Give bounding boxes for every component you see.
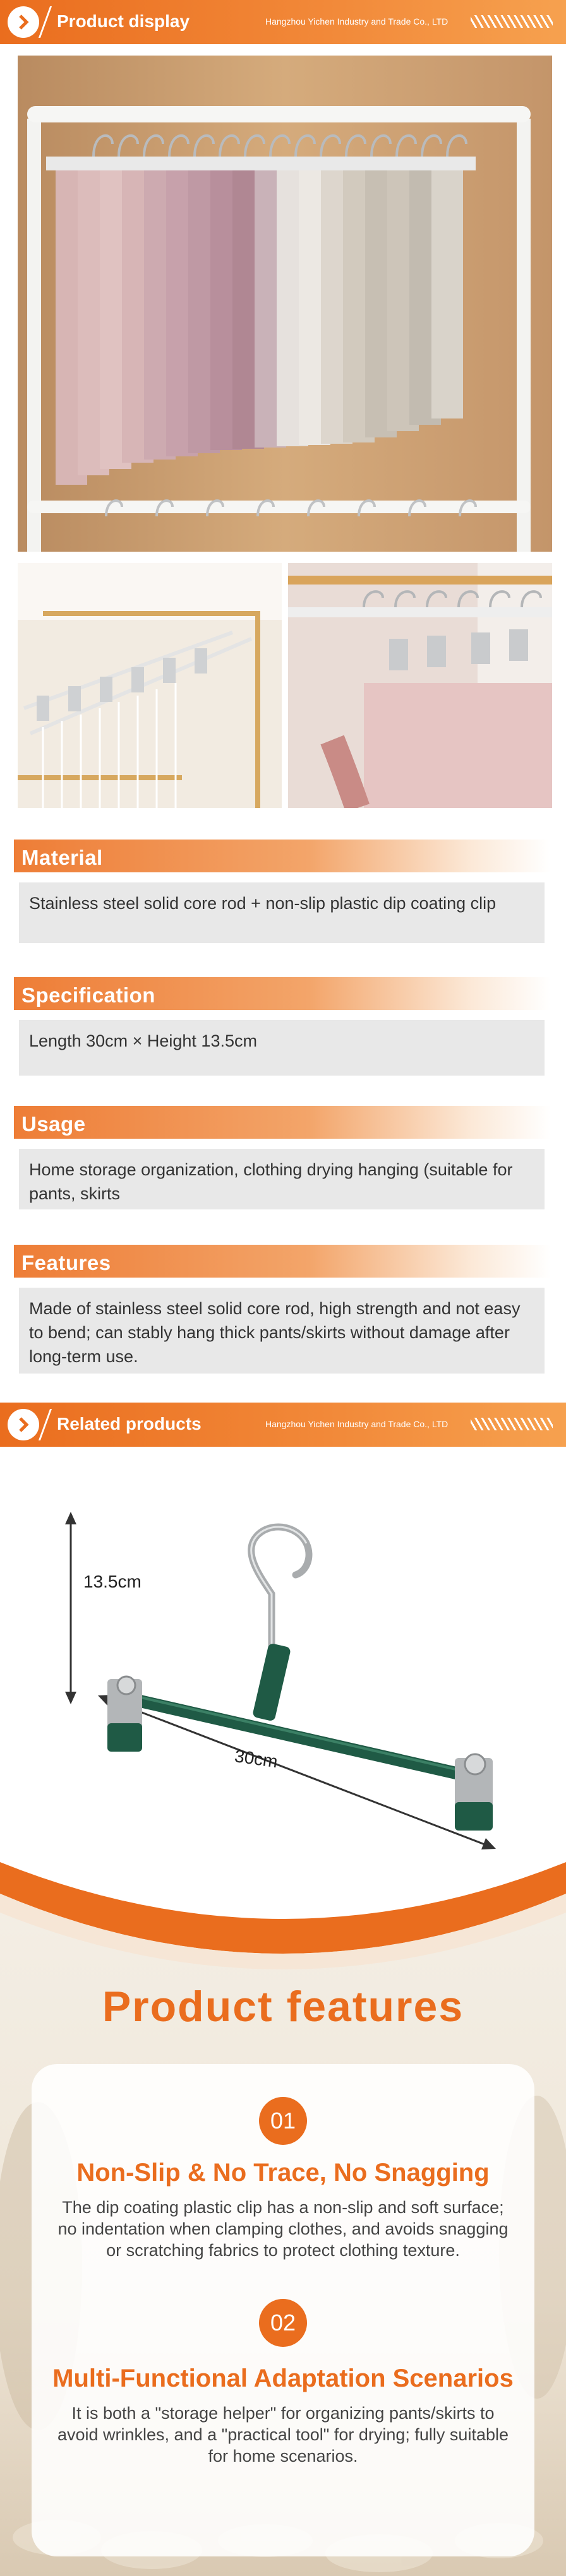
section-body-features: Made of stainless steel solid core rod, high strength and not easy to bend; can stably hang thick pants/skirts without damage after long-term use. bbox=[19, 1288, 545, 1374]
company-name: Hangzhou Yichen Industry and Trade Co., LTD bbox=[265, 16, 449, 27]
divider-slash bbox=[39, 1409, 52, 1440]
feature-desc-02: It is both a "storage helper" for organizing pants/skirts to avoid wrinkles, and a "practical tool" for drying; fully suitable for home scenarios. bbox=[57, 2404, 509, 2466]
product-photo-main bbox=[18, 56, 552, 552]
section-heading-usage: Usage bbox=[14, 1106, 551, 1139]
section-body-usage: Home storage organization, clothing drying hanging (suitable for pants, skirts bbox=[19, 1149, 545, 1209]
product-features-area bbox=[0, 1856, 566, 2576]
features-card bbox=[32, 2064, 534, 2556]
product-features-title: Product features bbox=[102, 1983, 464, 2031]
divider-slash bbox=[39, 6, 52, 38]
product-photo-left bbox=[18, 563, 282, 808]
decorative-stripes bbox=[471, 1418, 553, 1430]
dimension-diagram bbox=[0, 1449, 566, 1890]
banner-product-display bbox=[0, 0, 566, 44]
chevron-right-icon bbox=[8, 1409, 39, 1440]
section-heading-material: Material bbox=[14, 840, 551, 872]
section-heading-specification: Specification bbox=[14, 977, 551, 1010]
section-body-specification: Length 30cm × Height 13.5cm bbox=[19, 1020, 545, 1076]
company-name: Hangzhou Yichen Industry and Trade Co., LTD bbox=[265, 1419, 449, 1429]
banner-title: Related products bbox=[57, 1414, 202, 1433]
feature-number-02: 02 bbox=[259, 2299, 307, 2347]
chevron-right-icon bbox=[8, 6, 39, 38]
banner-title: Product display bbox=[57, 11, 190, 31]
section-body-material: Stainless steel solid core rod + non-slip plastic dip coating clip bbox=[19, 882, 545, 943]
feature-desc-01: The dip coating plastic clip has a non-slip and soft surface; no indentation when clamping clothes, and avoids snagging or scratching fabrics to protect clothing texture. bbox=[57, 2198, 509, 2260]
decorative-stripes bbox=[471, 15, 553, 28]
height-label: 13.5cm bbox=[83, 1572, 142, 1591]
feature-title-02: Multi-Functional Adaptation Scenarios bbox=[52, 2365, 514, 2392]
length-label: 30cm bbox=[233, 1746, 279, 1772]
banner-related-products bbox=[0, 1403, 566, 1447]
product-photo-right bbox=[288, 563, 552, 808]
section-heading-features: Features bbox=[14, 1245, 551, 1278]
feature-number-01: 01 bbox=[259, 2097, 307, 2145]
feature-title-01: Non-Slip & No Trace, No Snagging bbox=[76, 2159, 490, 2187]
